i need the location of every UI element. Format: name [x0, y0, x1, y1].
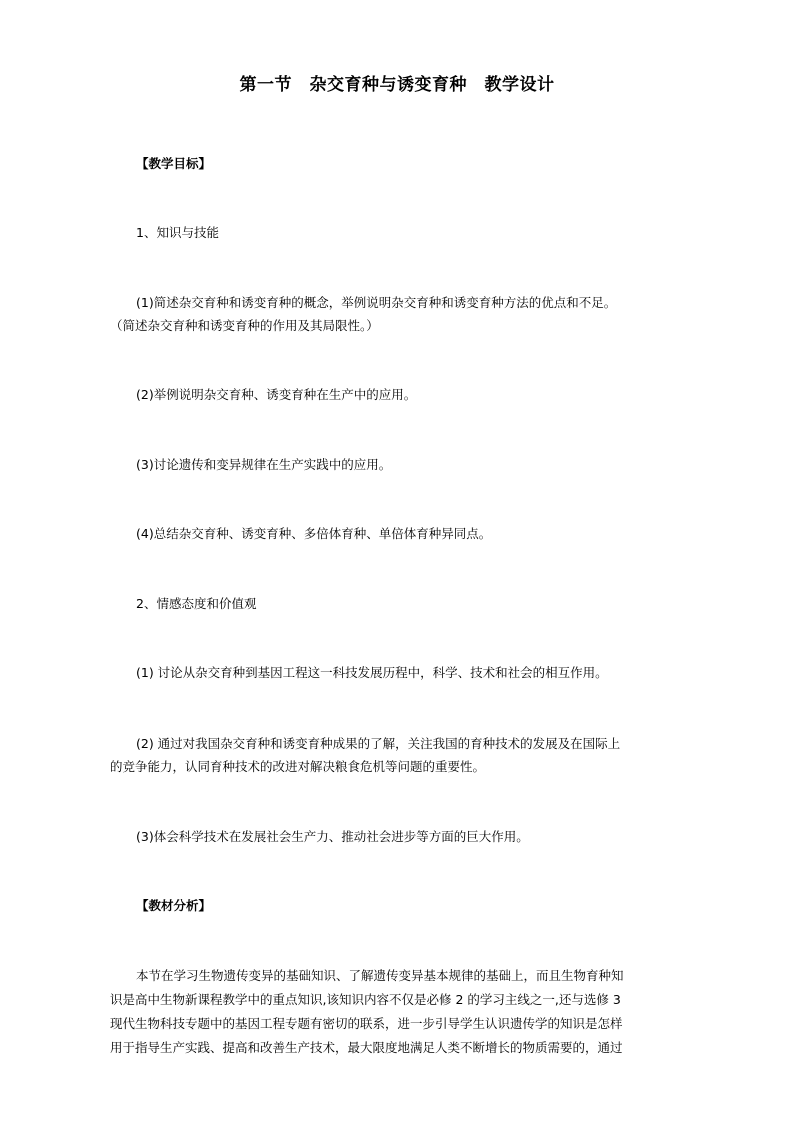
- analysis-line-2: 识是高中生物新课程教学中的重点知识,该知识内容不仅是必修 2 的学习主线之一,还与选修 3: [110, 992, 621, 1007]
- objective-item-1-1-continued: （简述杂交育种和诱变育种的作用及其局限性。）: [110, 318, 379, 333]
- objective-item-1-1: (1)简述杂交育种和诱变育种的概念，举例说明杂交育种和诱变育种方法的优点和不足。: [136, 295, 617, 310]
- section-heading-objectives: 【教学目标】: [136, 156, 212, 171]
- objective-item-2-3: (3)体会科学技术在发展社会生产力、推动社会进步等方面的巨大作用。: [136, 829, 529, 844]
- objective-item-2-2: (2) 通过对我国杂交育种和诱变育种成果的了解，关注我国的育种技术的发展及在国际上: [136, 736, 621, 751]
- section-heading-analysis: 【教材分析】: [136, 898, 212, 913]
- analysis-line-4: 用于指导生产实践、提高和改善生产技术，最大限度地满足人类不断增长的物质需要的，通过: [110, 1040, 623, 1055]
- page-title: 第一节 杂交育种与诱变育种 教学设计: [239, 75, 555, 95]
- analysis-line-1: 本节在学习生物遗传变异的基础知识、了解遗传变异基本规律的基础上，而且生物育种知: [136, 968, 624, 983]
- objective-item-2-2-continued: 的竞争能力，认同育种技术的改进对解决粮食危机等问题的重要性。: [110, 759, 486, 774]
- objective-item-2-1: (1) 讨论从杂交育种到基因工程这一科技发展历程中，科学、技术和社会的相互作用。: [136, 665, 608, 680]
- analysis-line-3: 现代生物科技专题中的基因工程专题有密切的联系，进一步引导学生认识遗传学的知识是怎样: [110, 1016, 623, 1031]
- subheading-attitudes-values: 2、情感态度和价值观: [136, 596, 257, 611]
- objective-item-1-3: (3)讨论遗传和变异规律在生产实践中的应用。: [136, 457, 392, 472]
- subheading-knowledge-skills: 1、知识与技能: [136, 225, 219, 240]
- objective-item-1-4: (4)总结杂交育种、诱变育种、多倍体育种、单倍体育种异同点。: [136, 526, 492, 541]
- objective-item-1-2: (2)举例说明杂交育种、诱变育种在生产中的应用。: [136, 387, 417, 402]
